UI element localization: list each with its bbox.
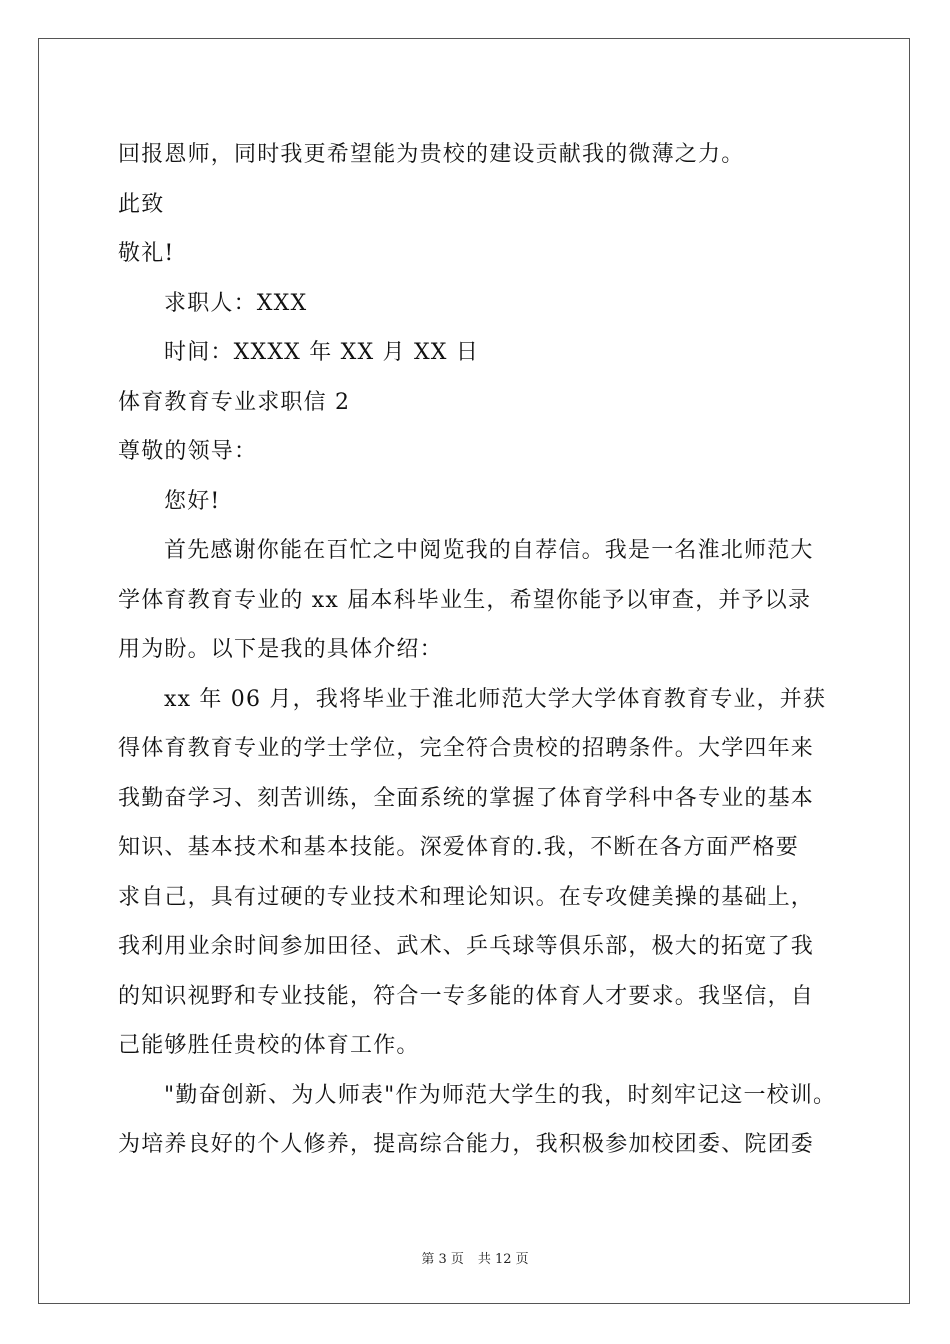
section-title: 体育教育专业求职信 2 <box>118 389 351 415</box>
text-line: 学体育教育专业的 xx 届本科毕业生，希望你能予以审查，并予以录 <box>118 587 812 613</box>
text-line: 敬礼! <box>118 241 175 266</box>
text-line: 求自己，具有过硬的专业技术和理论知识。在专攻健美操的基础上， <box>118 884 815 910</box>
page-total: 共 12 页 <box>477 1252 529 1267</box>
text-line: 用为盼。以下是我的具体介绍： <box>118 637 443 662</box>
page-number: 第 3 页 <box>421 1252 464 1267</box>
date-line: 时间：XXXX 年 XX 月 XX 日 <box>164 340 480 365</box>
text-line: "勤奋创新、为人师表"作为师范大学生的我，时刻牢记这一校训。 <box>164 1082 837 1108</box>
text-line: 得体育教育专业的学士学位，完全符合贵校的招聘条件。大学四年来 <box>118 736 815 761</box>
text-line: 首先感谢你能在百忙之中阅览我的自荐信。我是一名淮北师范大 <box>164 538 814 563</box>
page-footer <box>0 1248 950 1267</box>
applicant-line: 求职人：XXX <box>164 290 308 316</box>
salutation: 尊敬的领导： <box>118 439 258 464</box>
text-line: 回报恩师，同时我更希望能为贵校的建设贡献我的微薄之力。 <box>118 142 745 167</box>
text-line: 我勤奋学习、刻苦训练，全面系统的掌握了体育学科中各专业的基本 <box>118 785 815 811</box>
text-line: 此致 <box>118 191 165 217</box>
text-line: 我利用业余时间参加田径、武术、乒乓球等俱乐部，极大的拓宽了我 <box>118 934 815 959</box>
text-line: 知识、基本技术和基本技能。深爱体育的.我，不断在各方面严格要 <box>118 835 799 860</box>
text-line: 为培养良好的个人修养，提高综合能力，我积极参加校团委、院团委 <box>118 1132 815 1157</box>
greeting: 您好! <box>164 488 221 514</box>
text-line: xx 年 06 月，我将毕业于淮北师范大学大学体育教育专业，并获 <box>164 686 827 712</box>
text-line: 己能够胜任贵校的体育工作。 <box>118 1033 420 1058</box>
text-line: 的知识视野和专业技能，符合一专多能的体育人才要求。我坚信，自 <box>118 983 815 1009</box>
document-body <box>118 130 838 1170</box>
